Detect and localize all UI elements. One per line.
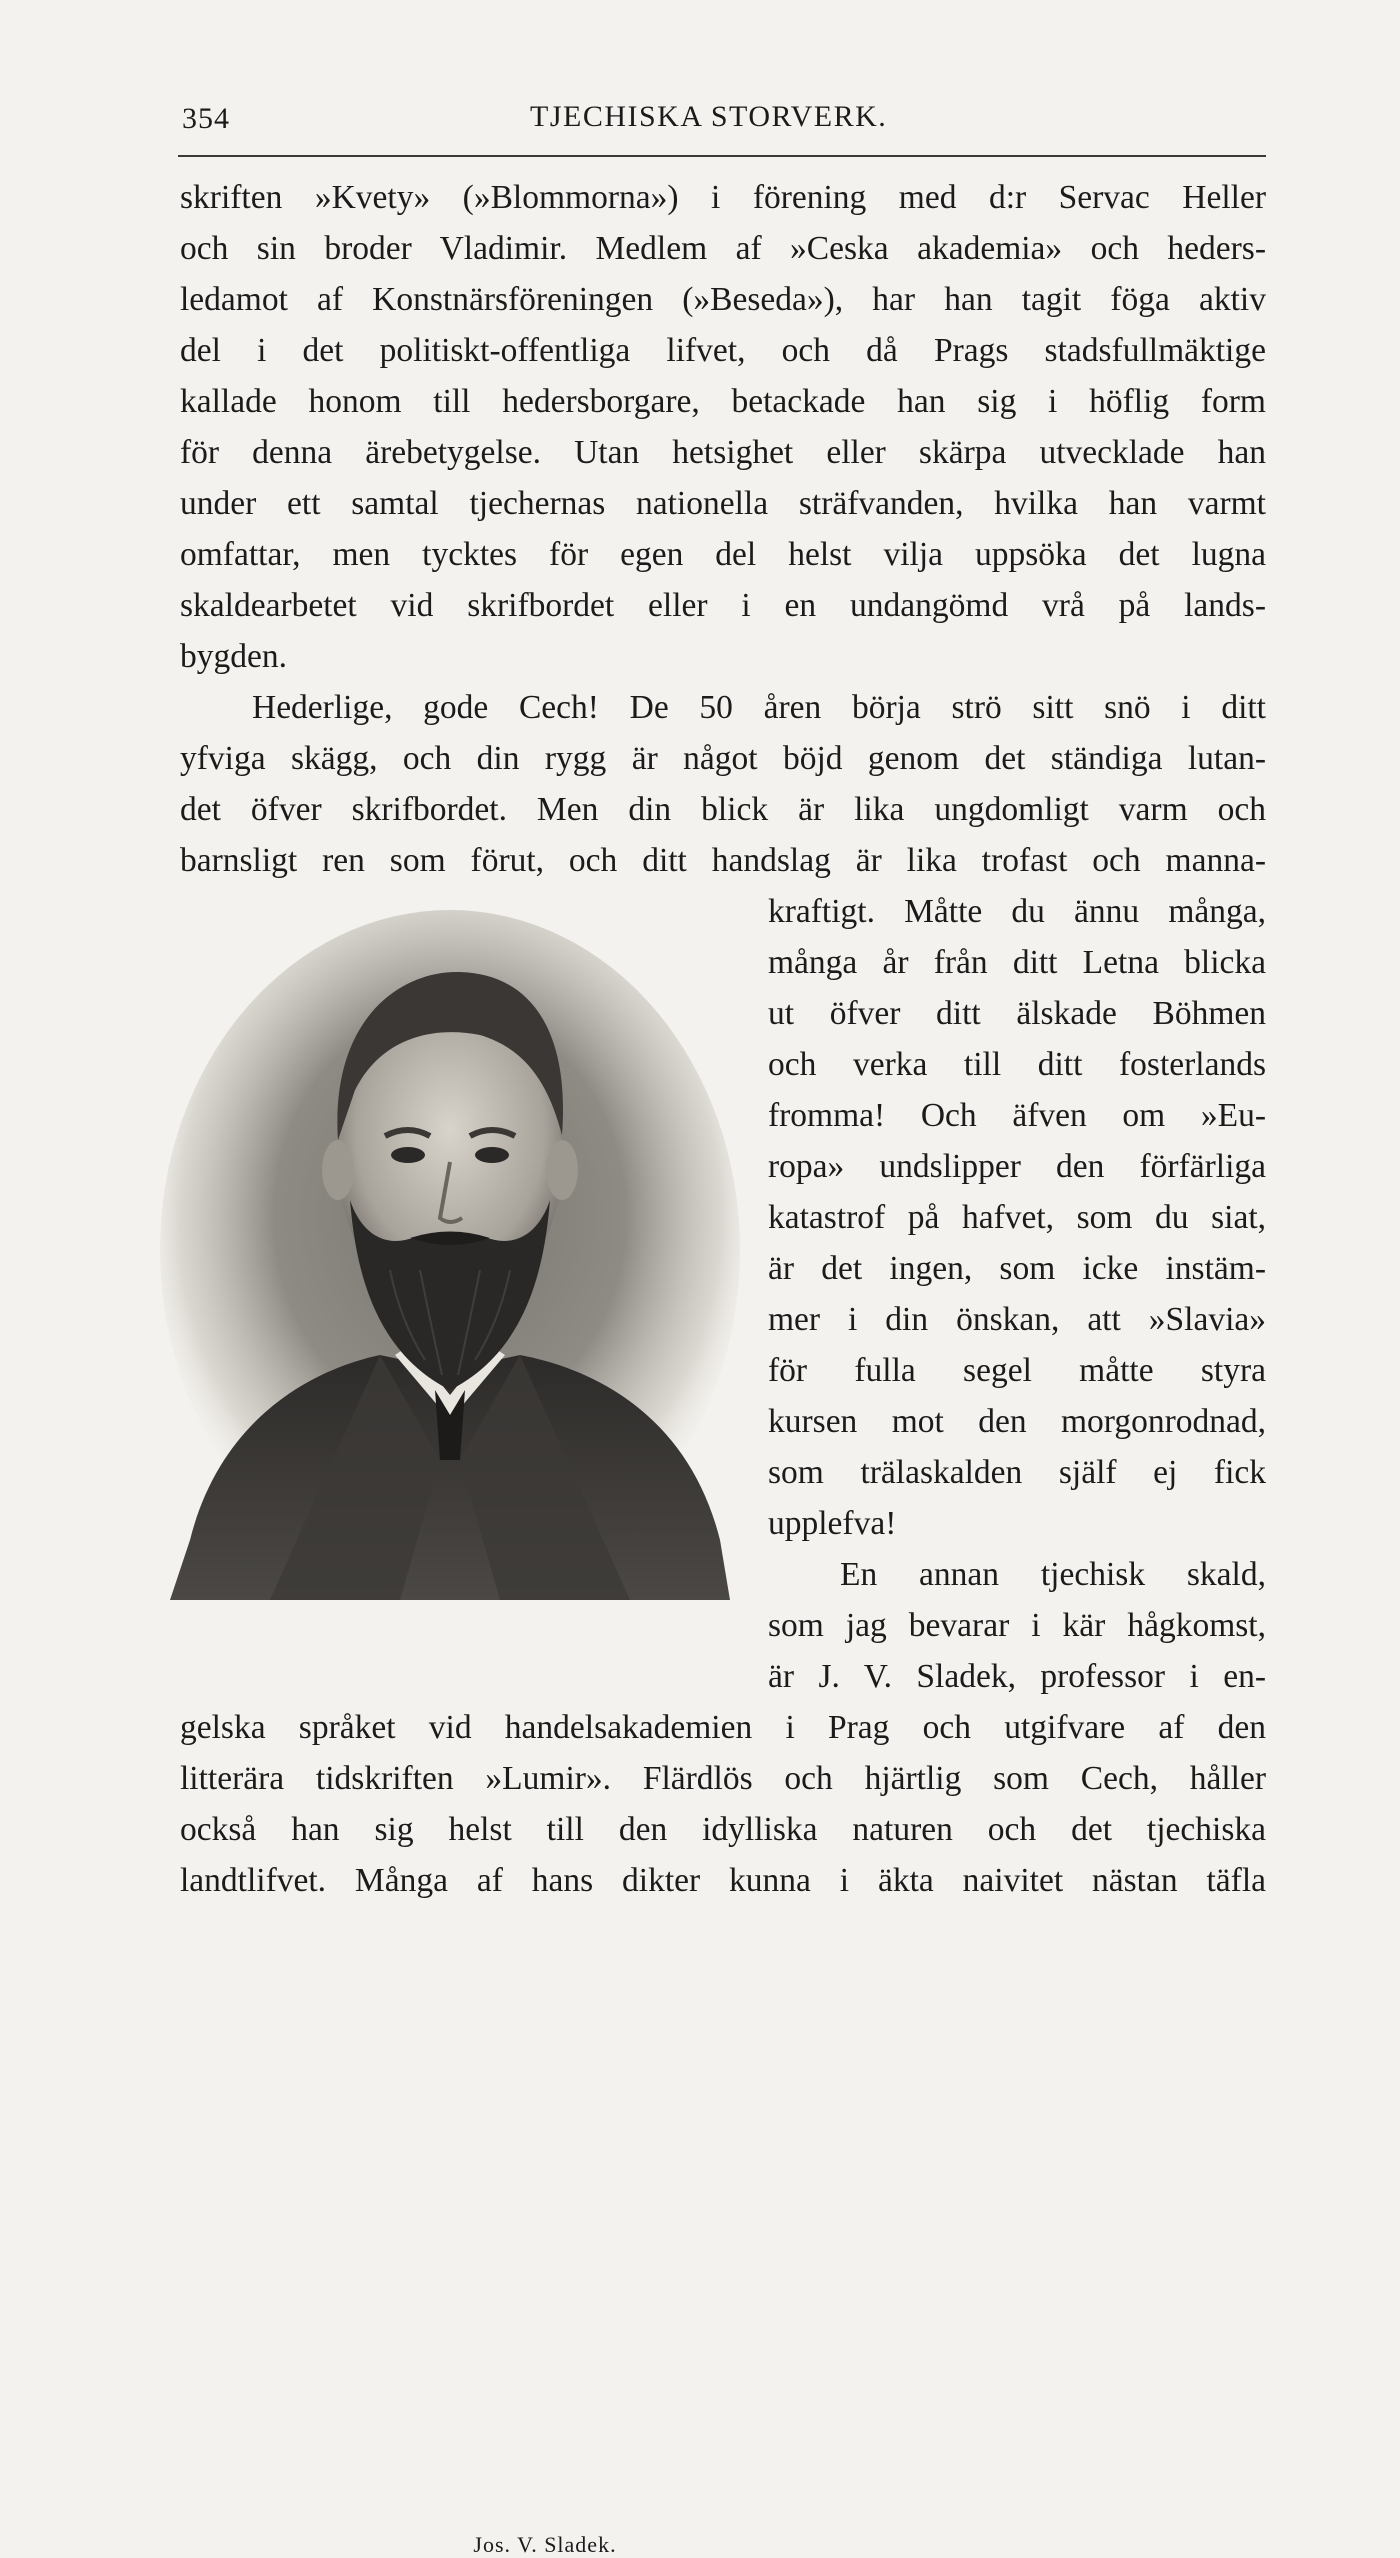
text-line: är J. V. Sladek, professor i en- [768, 1658, 1266, 1695]
page-number: 354 [182, 102, 230, 135]
text-line: Hederlige, gode Cech! De 50 åren börja strö sitt snö i ditt [252, 689, 1266, 726]
text-line: bygden. [180, 638, 287, 675]
text-line: som jag bevarar i kär hågkomst, [768, 1607, 1266, 1644]
text-line: barnsligt ren som förut, och ditt handslag är lika trofast och manna- [180, 842, 1266, 879]
text-line: är det ingen, som icke instäm- [768, 1250, 1266, 1287]
text-line: kallade honom till hedersborgare, betackade han sig i höflig form [180, 383, 1266, 420]
running-title: TJECHISKA STORVERK. [530, 100, 888, 133]
text-line: skaldearbetet vid skrifbordet eller i en undangömd vrå på lands- [180, 587, 1266, 624]
header-rule [178, 155, 1266, 157]
text-line: som trälaskalden själf ej fick [768, 1454, 1266, 1491]
portrait-caption: Jos. V. Sladek. [473, 2532, 617, 2557]
text-line: ut öfver ditt älskade Böhmen [768, 995, 1266, 1032]
text-line: upplefva! [768, 1505, 897, 1542]
text-line: fromma! Och äfven om »Eu- [768, 1097, 1266, 1134]
text-line: mer i din önskan, att »Slavia» [768, 1301, 1266, 1338]
text-line: del i det politiskt-offentliga lifvet, och då Prags stadsfullmäktige [180, 332, 1266, 369]
text-line: och verka till ditt fosterlands [768, 1046, 1266, 1083]
text-line: litterära tidskriften »Lumir». Flärdlös och hjärtlig som Cech, håller [180, 1760, 1266, 1797]
text-line: katastrof på hafvet, som du siat, [768, 1199, 1266, 1236]
text-line: också han sig helst till den idylliska naturen och det tjechiska [180, 1811, 1266, 1848]
text-line: yfviga skägg, och din rygg är något böjd genom det ständiga lutan- [180, 740, 1266, 777]
text-line: många år från ditt Letna blicka [768, 944, 1266, 981]
portrait-engraving-icon [150, 900, 750, 1600]
text-line: kraftigt. Måtte du ännu många, [768, 893, 1266, 930]
text-line: ledamot af Konstnärsföreningen (»Beseda»), har han tagit föga aktiv [180, 281, 1266, 318]
text-line: det öfver skrifbordet. Men din blick är lika ungdomligt varm och [180, 791, 1266, 828]
text-line: och sin broder Vladimir. Medlem af »Ceska akademia» och heders- [180, 230, 1266, 267]
text-line: kursen mot den morgonrodnad, [768, 1403, 1266, 1440]
text-line: under ett samtal tjechernas nationella sträfvanden, hvilka han varmt [180, 485, 1266, 522]
text-line: omfattar, men tycktes för egen del helst vilja uppsöka det lugna [180, 536, 1266, 573]
text-line: för fulla segel måtte styra [768, 1352, 1266, 1389]
text-line: landtlifvet. Många af hans dikter kunna i äkta naivitet nästan täfla [180, 1862, 1266, 1899]
page-header [182, 96, 1262, 144]
text-line: gelska språket vid handelsakademien i Prag och utgifvare af den [180, 1709, 1266, 1746]
text-line: En annan tjechisk skald, [840, 1556, 1266, 1593]
text-line: för denna ärebetygelse. Utan hetsighet eller skärpa utvecklade han [180, 434, 1266, 471]
text-line: ropa» undslipper den förfärliga [768, 1148, 1266, 1185]
text-line: skriften »Kvety» (»Blommorna») i förening med d:r Servac Heller [180, 179, 1266, 216]
